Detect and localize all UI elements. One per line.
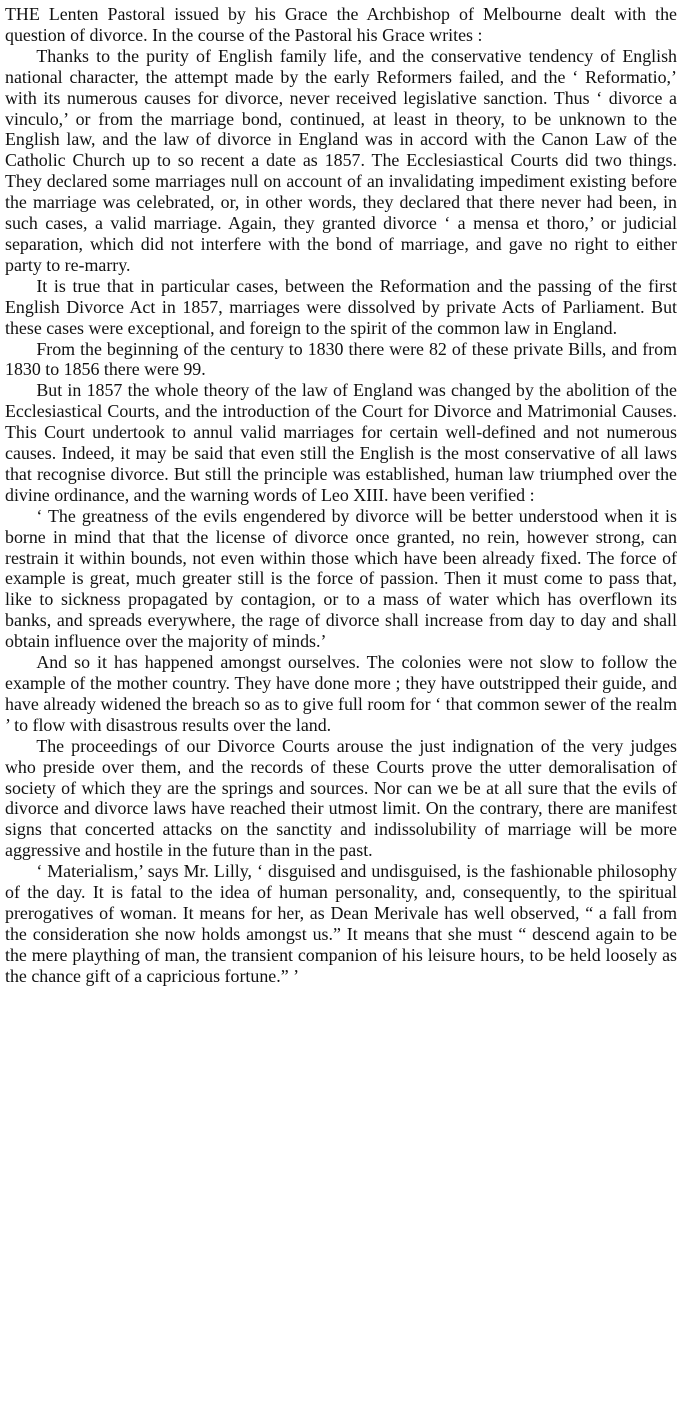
paragraph-reformation-history: Thanks to the purity of English family life, and the conservative tendency of English national character, the attempt made by the early Reformers failed, and the ‘ Reformatio,’ with its numerous causes for divorce, never received legislative sanction. Thus ‘ divorce a vinculo,’ or from the marriage bond, continued, at least in theory, to be unknown to the English law, and the law of divorce in England was in accord with the Canon Law of the Catholic Church up to so recent a date as 1857. The Ecclesiastical Courts did two things. They declared some marriages null on account of an invalidating impediment existing before the marriage was celebrated, or, in other words, they declared that there never had been, in such cases, a valid marriage. Again, they granted divorce ‘ a mensa et thoro,’ or judicial separation, which did not interfere with the bond of marriage, and gave no right to either party to re-marry. [5,45,677,275]
paragraph-leo-quote: ‘ The greatness of the evils engendered by divorce will be better understood when it is borne in mind that that the license of divorce once granted, no rein, however strong, can restrain it within bounds, not even within those which have been already fixed. The force of example is great, much greater still is the force of passion. Then it must come to pass that, like to sickness propagated by contagion, or to a mass of water which has overflown its banks, and spreads everywhere, the rage of divorce shall increase from day to day and shall obtain influence over the majority of minds.’ [5,505,677,652]
intro-paragraph: THE Lenten Pastoral issued by his Grace the Archbishop of Melbourne dealt with the question of divorce. In the course of the Pastoral his Grace writes : [5,4,677,45]
paragraph-lilly-quote: ‘ Materialism,’ says Mr. Lilly, ‘ disguised and undisguised, is the fashionable philosophy of the day. It is fatal to the idea of human personality, and, consequently, to the spiritual prerogatives of woman. It means for her, as Dean Merivale has well observed, “ a fall from the consideration she now holds amongst us.” It means that she must “ descend again to be the mere plaything of man, the transient companion of his leisure hours, to be held loosely as the chance gift of a capricious fortune.” ’ [5,861,677,986]
paragraph-colonies: And so it has happened amongst ourselves. The colonies were not slow to follow the example of the mother country. They have done more ; they have outstripped their guide, and have already widened the breach so as to give full room for ‘ that common sewer of the realm ’ to flow with disastrous results over the land. [5,652,677,735]
paragraph-private-acts: It is true that in particular cases, between the Reformation and the passing of the first English Divorce Act in 1857, marriages were dissolved by private Acts of Parliament. But these cases were exceptional, and foreign to the spirit of the common law in England. [5,275,677,338]
paragraph-private-bills: From the beginning of the century to 1830 there were 82 of these private Bills, and from 1830 to 1856 there were 99. [5,338,677,380]
paragraph-divorce-courts: The proceedings of our Divorce Courts arouse the just indignation of the very judges who preside over them, and the records of these Courts prove the utter demoralisation of society of which they are the springs and sources. Nor can we be at all sure that the evils of divorce and divorce laws have reached their utmost limit. On the contrary, there are manifest signs that concerted attacks on the sanctity and indissolubility of marriage will be more aggressive and hostile in the future than in the past. [5,735,677,861]
paragraph-1857-change: But in 1857 the whole theory of the law of England was changed by the abolition of the Ecclesiastical Courts, and the introduction of the Court for Divorce and Matrimonial Causes. This Court undertook to annul valid marriages for certain well-defined and not numerous causes. Indeed, it may be said that even still the English is the most conservative of all laws that recognise divorce. But still the principle was established, human law triumphed over the divine ordinance, and the warning words of Leo XIII. have been verified : [5,380,677,505]
